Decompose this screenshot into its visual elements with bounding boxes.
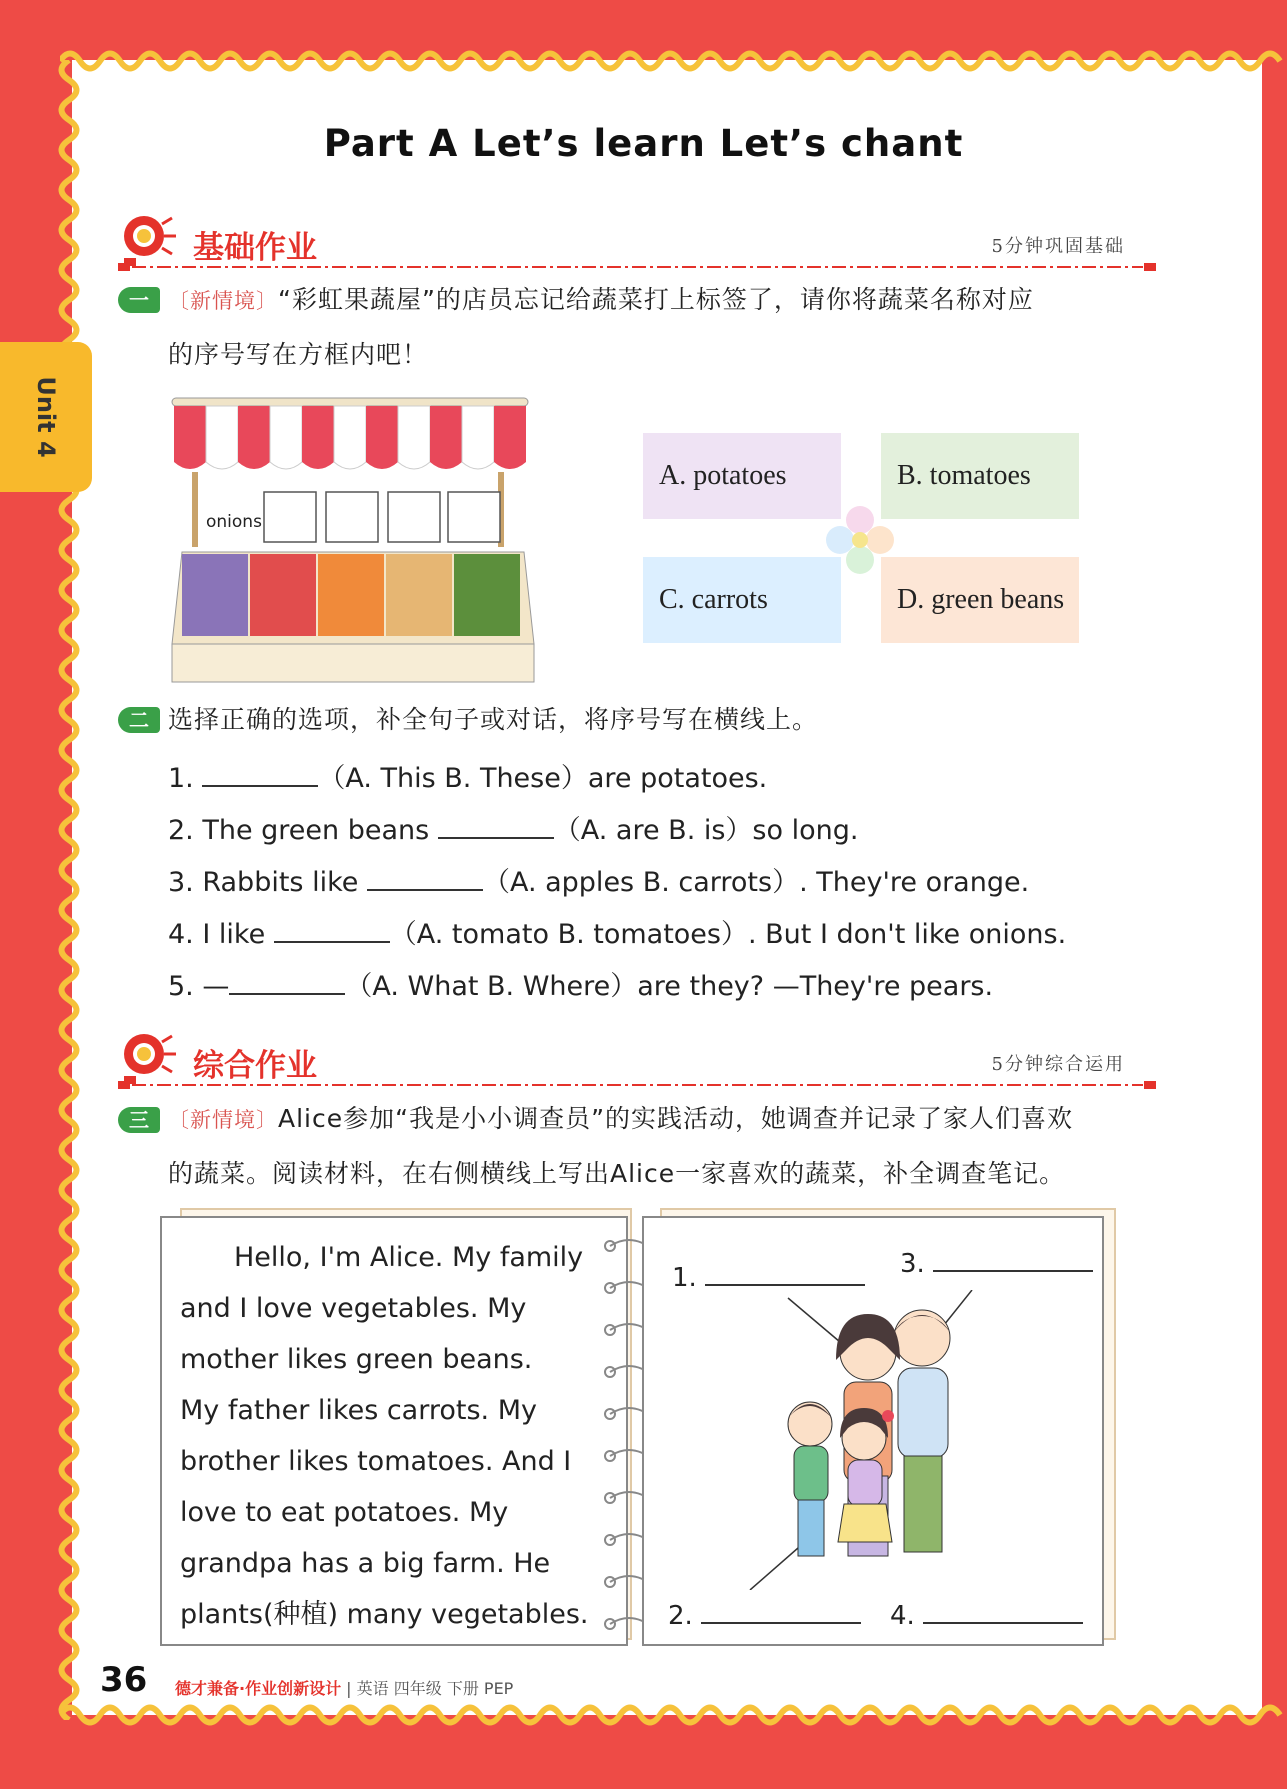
option-c: C. carrots — [643, 557, 841, 643]
answer-3: 3. — [900, 1244, 1093, 1279]
answer-1: 1. — [672, 1258, 865, 1293]
dashed-divider — [118, 1080, 1158, 1090]
question-3-text — [168, 1092, 1158, 1200]
answer-blank[interactable] — [229, 967, 345, 995]
section-name: 基础作业 — [193, 230, 317, 266]
section-header-comprehensive — [118, 1026, 1160, 1088]
unit-tab-label: Unit 4 — [32, 376, 60, 458]
footer-brand: 德才兼备·作业创新设计 — [175, 1679, 342, 1698]
section-note: 5分钟综合运用 — [991, 1054, 1125, 1075]
question-1-line1: “彩虹果蔬屋”的店员忘记给蔬菜打上标签了，请你将蔬菜名称对应 — [278, 285, 1034, 314]
answer-blank[interactable] — [705, 1258, 865, 1286]
passage-line: love to eat potatoes. My — [180, 1497, 509, 1528]
page-title: Part A Let’s learn Let’s chant — [323, 122, 964, 165]
family-illustration — [740, 1290, 1000, 1590]
answer-blank[interactable] — [367, 863, 483, 891]
question-2-text: 选择正确的选项，补全句子或对话，将序号写在横线上。 — [168, 705, 819, 734]
option-d: D. green beans — [881, 557, 1079, 643]
answer-blank[interactable] — [923, 1596, 1083, 1624]
answer-blank[interactable] — [274, 915, 390, 943]
reading-passage — [180, 1232, 596, 1640]
bottom-wave-border — [60, 1700, 1287, 1730]
vegetable-shop-illustration — [168, 392, 538, 684]
left-wave-border — [54, 60, 84, 1720]
question-1-line2: 的序号写在方框内吧！ — [168, 340, 429, 369]
page-number: 36 — [100, 1660, 148, 1700]
question-1-text — [168, 273, 1158, 381]
dashed-divider — [118, 262, 1158, 272]
new-context-tag: 〔新情境〕 — [168, 289, 278, 313]
shop-label-onions: onions — [206, 512, 262, 532]
new-context-tag: 〔新情境〕 — [168, 1108, 278, 1132]
answer-4: 4. — [890, 1596, 1083, 1631]
q2-item-1: 1. （A. This B. These）are potatoes. — [168, 756, 767, 795]
option-a: A. potatoes — [643, 433, 841, 519]
q2-item-2: 2. The green beans （A. are B. is）so long. — [168, 808, 858, 847]
question-badge-1: 一 — [118, 287, 160, 313]
passage-line: plants(种植) many vegetables. — [180, 1599, 589, 1630]
section-header-basic — [118, 208, 1160, 270]
passage-line: grandpa has a big farm. He — [180, 1548, 551, 1579]
answer-blank[interactable] — [701, 1596, 861, 1624]
answer-blank[interactable] — [438, 811, 554, 839]
answer-blank[interactable] — [202, 759, 318, 787]
passage-line: brother likes tomatoes. And I — [180, 1446, 572, 1477]
footer-info: 德才兼备·作业创新设计 | 英语 四年级 下册 PEP — [175, 1679, 514, 1698]
question-3-line1: Alice参加“我是小小调查员”的实践活动，她调查并记录了家人们喜欢 — [278, 1104, 1074, 1133]
answer-blank[interactable] — [933, 1244, 1093, 1272]
question-badge-3: 三 — [118, 1107, 160, 1133]
top-wave-border — [60, 46, 1287, 76]
q2-item-4: 4. I like （A. tomato B. tomatoes）. But I don't like onions. — [168, 912, 1066, 951]
answer-2: 2. — [668, 1596, 861, 1631]
footer-book-info: 英语 四年级 下册 PEP — [356, 1679, 514, 1698]
unit-tab — [0, 342, 92, 492]
passage-line: and I love vegetables. My — [180, 1293, 527, 1324]
question-3-line2: 的蔬菜。阅读材料，在右侧横线上写出Alice一家喜欢的蔬菜，补全调查笔记。 — [168, 1159, 1066, 1188]
q2-item-5: 5. — （A. What B. Where）are they? —They're pears. — [168, 964, 993, 1003]
passage-line: My father likes carrots. My — [180, 1395, 537, 1426]
section-name: 综合作业 — [193, 1048, 317, 1084]
option-b: B. tomatoes — [881, 433, 1079, 519]
section-note: 5分钟巩固基础 — [991, 236, 1125, 257]
passage-line: mother likes green beans. — [180, 1344, 533, 1375]
lamp-icon — [118, 208, 180, 270]
passage-line: Hello, I'm Alice. My family — [180, 1242, 584, 1273]
question-badge-2: 二 — [118, 707, 160, 733]
lamp-icon — [118, 1026, 180, 1088]
q2-item-3: 3. Rabbits like （A. apples B. carrots）. They're orange. — [168, 860, 1029, 899]
